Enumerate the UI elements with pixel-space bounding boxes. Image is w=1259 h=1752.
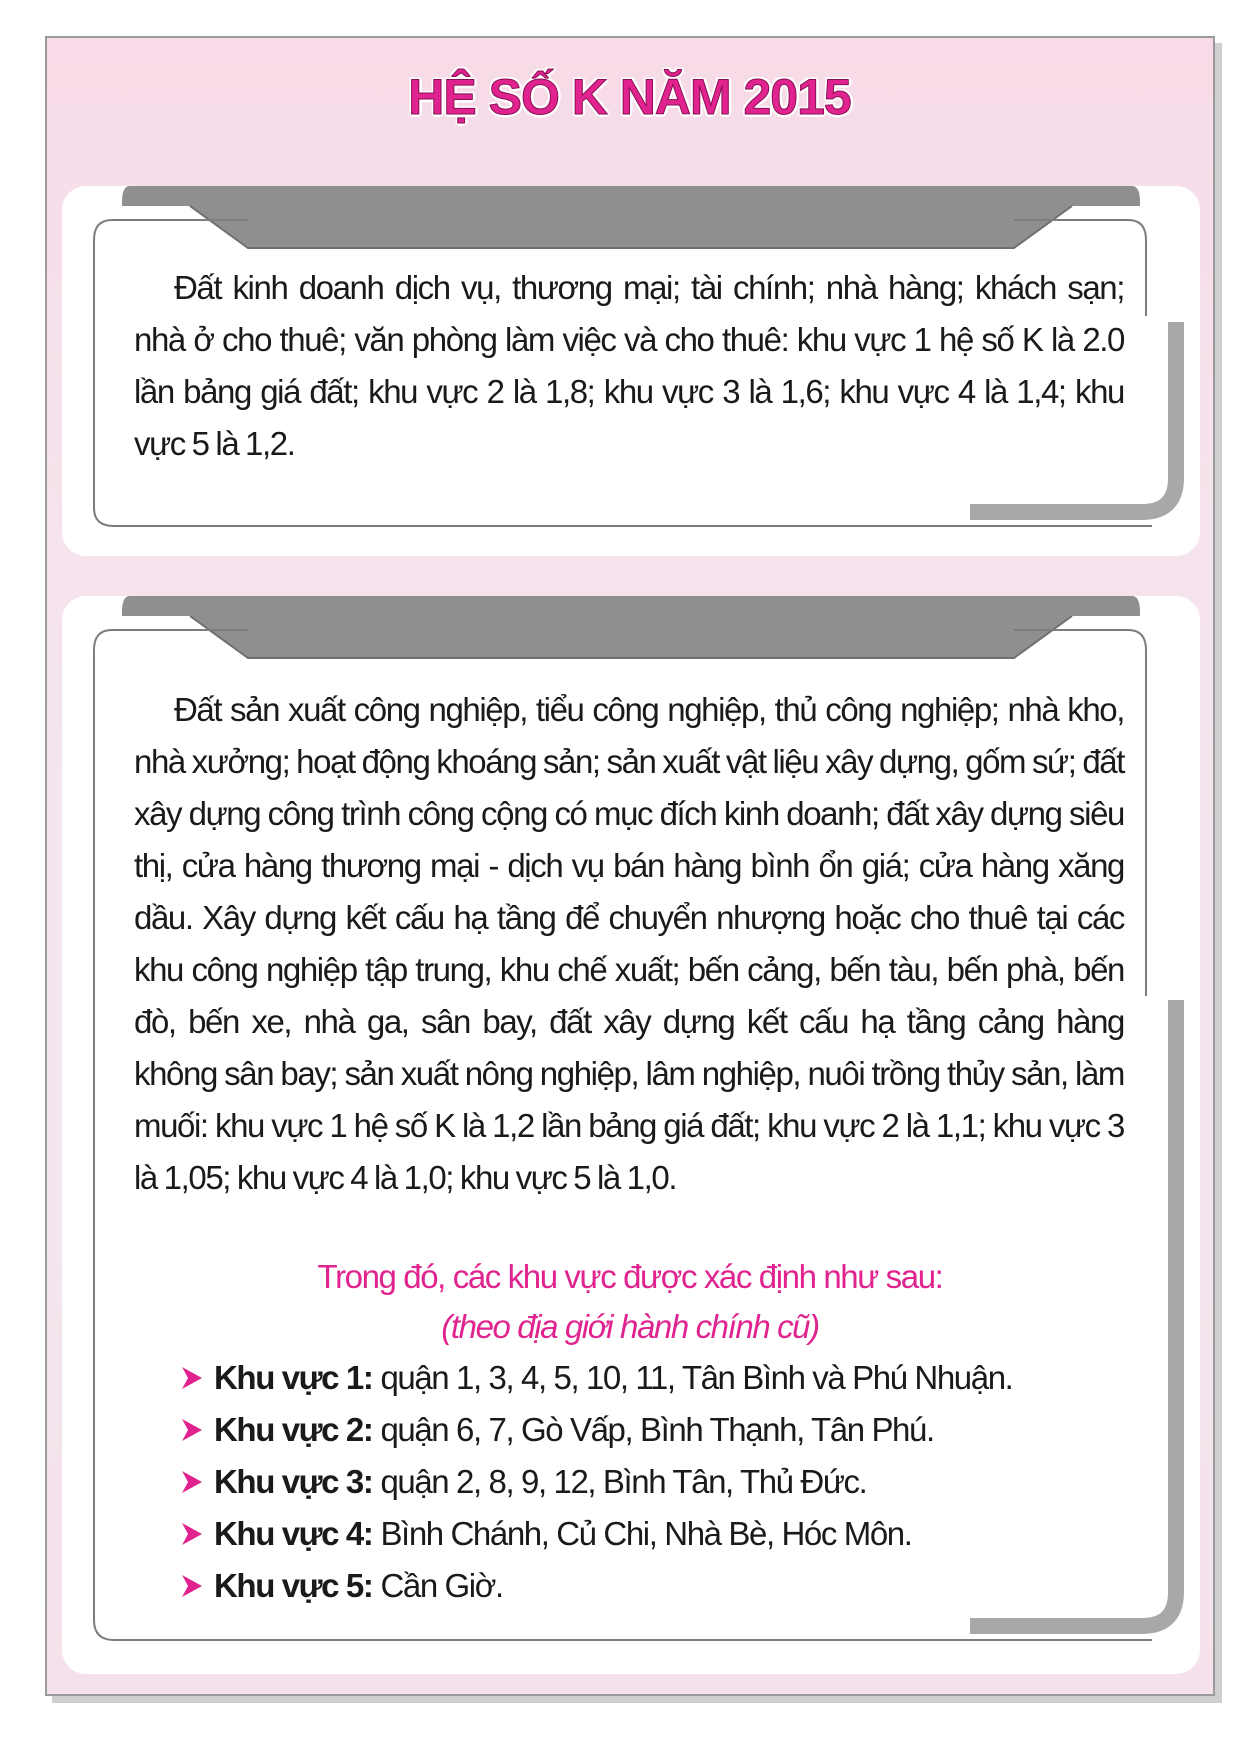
zone-label: Khu vực 1:: [214, 1359, 373, 1396]
panel-2-text: Đất sản xuất công nghiệp, tiểu công nghiệp, thủ công nghiệp; nhà kho, nhà xưởng; hoạt động khoáng sản; sản xuất vật liệu xây dựng, gốm sứ; đất xây dựng công trình công cộng có mục đích kinh doanh; đất xây dựng siêu thị, cửa hàng thương mại - dịch vụ bán hàng bình ổn giá; cửa hàng xăng dầu. Xây dựng kết cấu hạ tầng để chuyển nhượng hoặc cho thuê tại các khu công nghiệp tập trung, khu chế xuất; bến cảng, bến tàu, bến phà, bến đò, bến xe, nhà ga, sân bay, đất xây dựng kết cấu hạ tầng cảng hàng không sân bay; sản xuất nông nghiệp, lâm nghiệp, nuôi trồng thủy sản, làm muối: khu vực 1 hệ số K là 1,2 lần bảng giá đất; khu vực 2 là 1,1; khu vực 3 là 1,05; khu vực 4 là 1,0; khu vực 5 là 1,0.: [134, 691, 1124, 1196]
zone-label: Khu vực 2:: [214, 1411, 373, 1448]
zone-label: Khu vực 4:: [214, 1515, 373, 1552]
zone-value: quận 1, 3, 4, 5, 10, 11, Tân Bình và Phú Nhuận.: [380, 1359, 1013, 1396]
panel-1-text: Đất kinh doanh dịch vụ, thương mại; tài chính; nhà hàng; khách sạn; nhà ở cho thuê; văn phòng làm việc và cho thuê: khu vực 1 hệ số K là 2.0 lần bảng giá đất; khu vực 2 là 1,8; khu vực 3 là 1,6; khu vực 4 là 1,4; khu vực 5 là 1,2.: [134, 269, 1124, 462]
zone-list: [180, 1352, 1012, 1612]
arrow-right-icon: [180, 1521, 204, 1547]
page-title: HỆ SỐ K NĂM 2015: [408, 69, 851, 125]
arrow-right-icon: [180, 1573, 204, 1599]
zones-intro: Trong đó, các khu vực được xác định như sau:: [317, 1258, 943, 1295]
zone-value: Bình Chánh, Củ Chi, Nhà Bè, Hóc Môn.: [380, 1515, 912, 1552]
list-item: [180, 1404, 1012, 1456]
list-item: [180, 1456, 1012, 1508]
zones-note: (theo địa giới hành chính cũ): [441, 1308, 819, 1345]
zone-value: Cần Giờ.: [380, 1567, 503, 1604]
list-item: [180, 1508, 1012, 1560]
zone-label: Khu vực 3:: [214, 1463, 373, 1500]
arrow-right-icon: [180, 1417, 204, 1443]
zone-value: quận 6, 7, Gò Vấp, Bình Thạnh, Tân Phú.: [380, 1411, 934, 1448]
zone-label: Khu vực 5:: [214, 1567, 373, 1604]
arrow-right-icon: [180, 1365, 204, 1391]
list-item: [180, 1352, 1012, 1404]
zone-value: quận 2, 8, 9, 12, Bình Tân, Thủ Đức.: [380, 1463, 867, 1500]
arrow-right-icon: [180, 1469, 204, 1495]
list-item: [180, 1560, 1012, 1612]
